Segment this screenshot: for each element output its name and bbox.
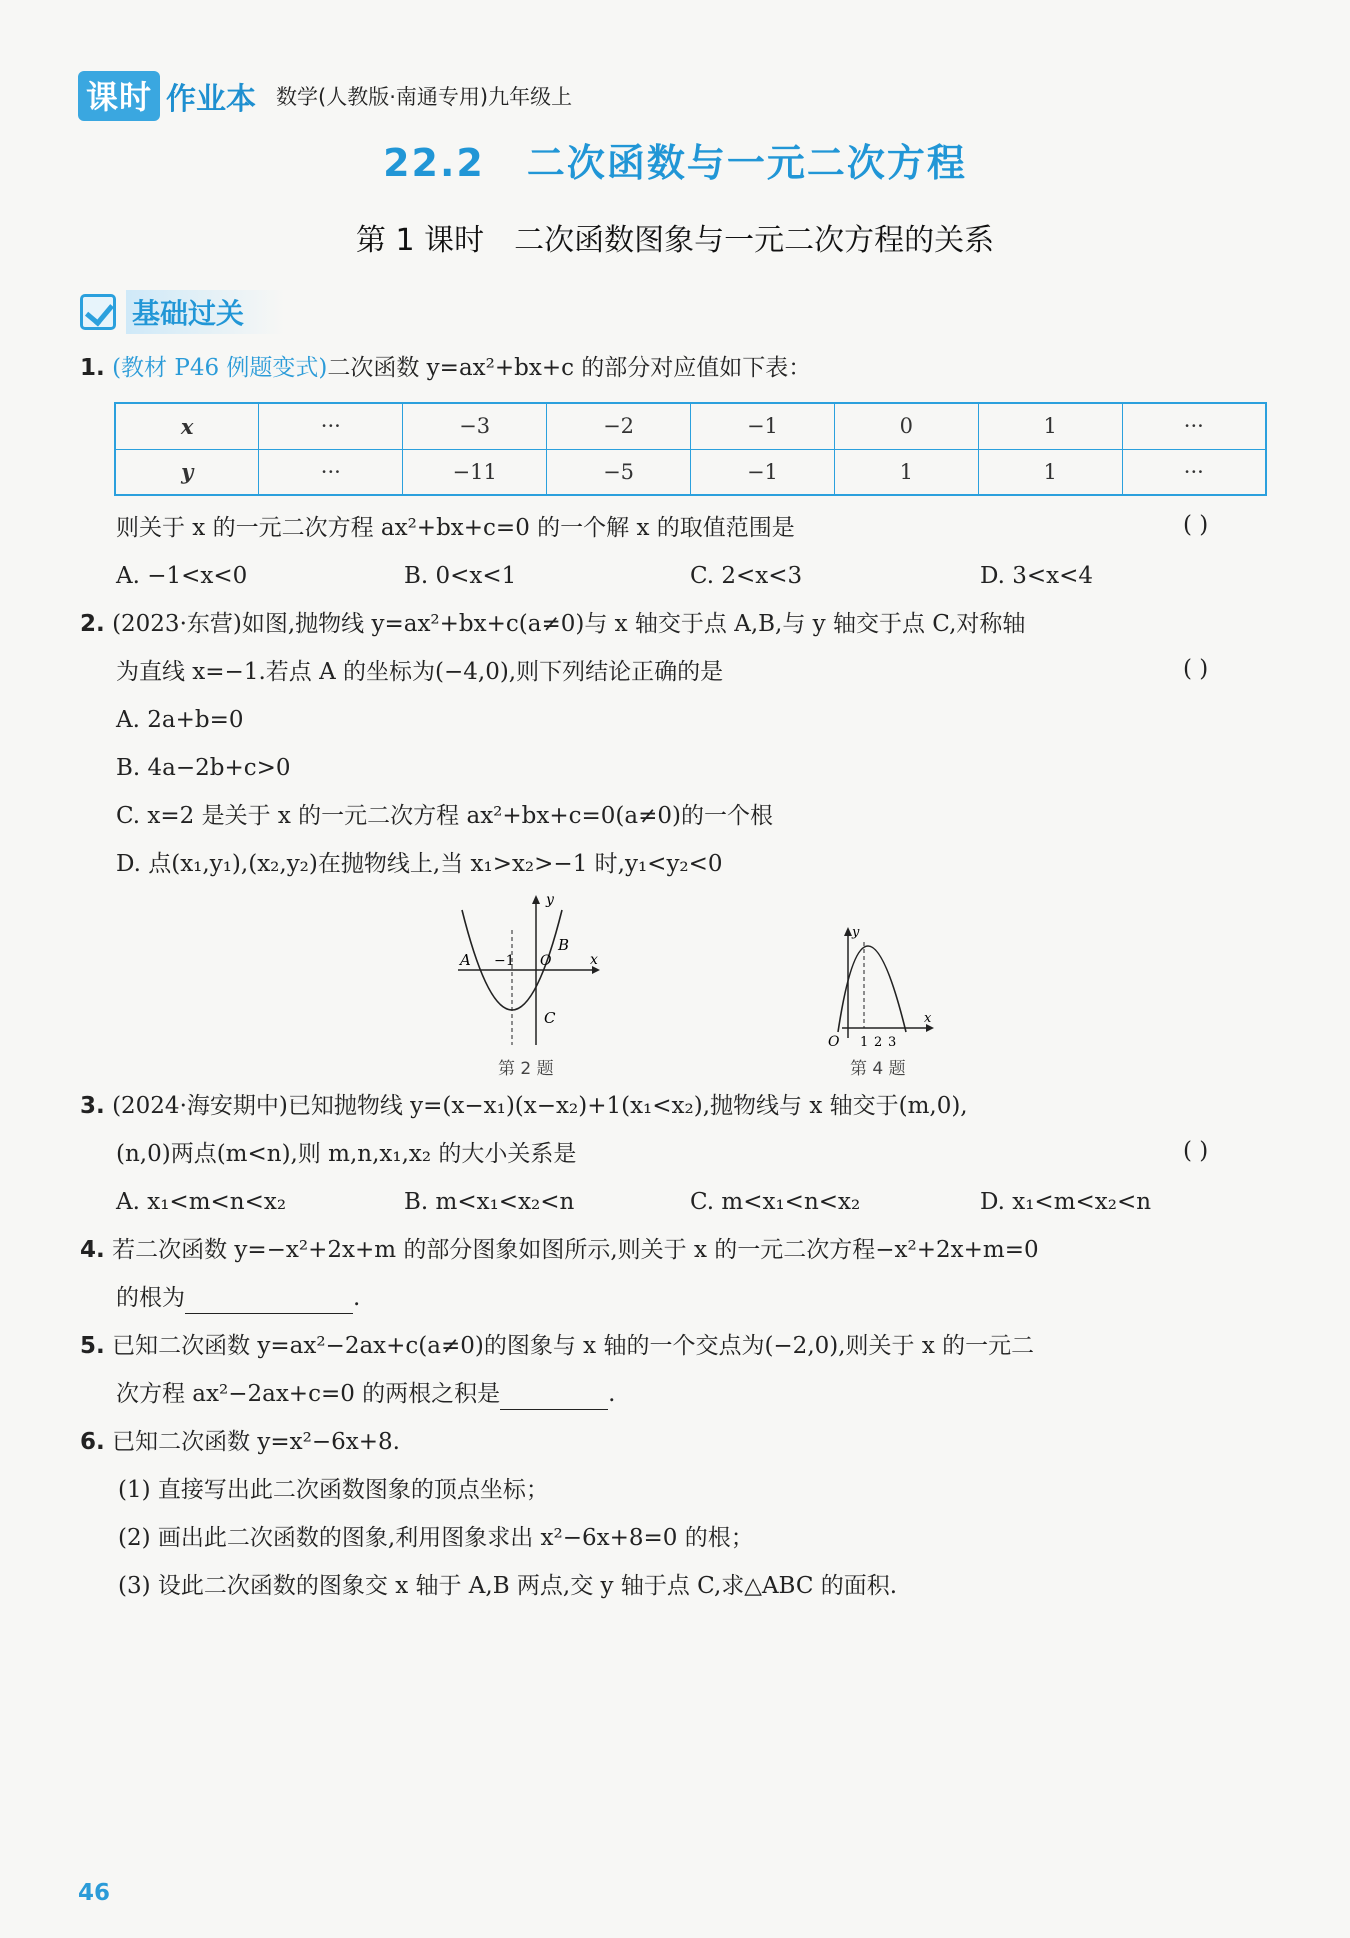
q3-option-b: B. m<x₁<x₂<n	[404, 1189, 575, 1215]
label-a: A	[460, 951, 471, 969]
q3-option-a: A. x₁<m<n<x₂	[116, 1189, 287, 1215]
q4-line2	[116, 1282, 360, 1314]
table-cell: 0	[834, 403, 978, 449]
tick-2: 2	[874, 1035, 883, 1050]
y-axis-arrow	[532, 895, 540, 904]
table-cell: 1	[834, 449, 978, 495]
q2-option-d: D. 点(x₁,y₁),(x₂,y₂)在抛物线上,当 x₁>x₂>−1 时,y₁<y₂<0	[116, 851, 723, 877]
q5-line1	[80, 1330, 1034, 1362]
table-cell: x	[115, 403, 259, 449]
table-row-y	[115, 449, 1266, 495]
book-header	[78, 74, 572, 118]
q4-text2-end: .	[353, 1285, 361, 1311]
logo-box: 课时	[78, 71, 160, 121]
q5-text1: 已知二次函数 y=ax²−2ax+c(a≠0)的图象与 x 轴的一个交点为(−2,0),则关于 x 的一元二	[112, 1333, 1035, 1359]
table-cell: −1	[690, 449, 834, 495]
figure-q4-parabola	[820, 920, 940, 1050]
label-y: y	[852, 925, 860, 940]
q1-option-a: A. −1<x<0	[116, 563, 248, 589]
q2-line1	[80, 608, 1025, 640]
table-cell: ···	[1122, 403, 1266, 449]
label-origin: O	[540, 953, 552, 969]
q1-number: 1.	[80, 355, 105, 381]
q3-number: 3.	[80, 1093, 105, 1119]
table-cell: ···	[259, 403, 403, 449]
lesson-label: 第 1 课时	[355, 223, 485, 258]
figure-q2-parabola	[450, 890, 610, 1050]
q4-text1: 若二次函数 y=−x²+2x+m 的部分图象如图所示,则关于 x 的一元二次方程−x²+2x+m=0	[112, 1237, 1039, 1263]
section-title	[0, 132, 1350, 187]
q5-text2-end: .	[608, 1381, 616, 1407]
basic-label: 基础过关	[126, 290, 284, 334]
q3-option-c: C. m<x₁<n<x₂	[690, 1189, 861, 1215]
book-subtitle: 数学(人教版·南通专用)九年级上	[276, 85, 573, 109]
q3-option-d: D. x₁<m<x₂<n	[980, 1189, 1152, 1215]
value-table	[114, 402, 1267, 496]
table-cell: 1	[978, 403, 1122, 449]
q6-part-2: (2) 画出此二次函数的图象,利用图象求出 x²−6x+8=0 的根；	[118, 1525, 754, 1551]
q4-line1	[80, 1234, 1039, 1266]
q1-source: (教材 P46 例题变式)	[112, 355, 328, 381]
q1-option-d: D. 3<x<4	[980, 563, 1094, 589]
checkbox-icon	[80, 294, 116, 330]
q3-answer-paren: ( )	[1183, 1138, 1209, 1164]
label-c: C	[544, 1009, 556, 1027]
q3-line2: (n,0)两点(m<n),则 m,n,x₁,x₂ 的大小关系是	[116, 1141, 577, 1167]
label-y: y	[546, 892, 554, 908]
label-origin: O	[828, 1034, 840, 1050]
q1-answer-paren: ( )	[1183, 512, 1209, 538]
tick-1: 1	[860, 1035, 869, 1050]
table-cell: −11	[403, 449, 547, 495]
q5-number: 5.	[80, 1333, 105, 1359]
section-name: 二次函数与一元二次方程	[526, 141, 967, 185]
table-cell: −3	[403, 403, 547, 449]
page-number: 46	[78, 1880, 111, 1906]
table-cell: ···	[259, 449, 403, 495]
label-b: B	[558, 936, 570, 954]
lesson-name: 二次函数图象与一元二次方程的关系	[514, 223, 995, 258]
q6-part-3: (3) 设此二次函数的图象交 x 轴于 A,B 两点,交 y 轴于点 C,求△ABC 的面积.	[118, 1573, 898, 1599]
q3-line1	[80, 1090, 968, 1122]
q6-stem	[80, 1426, 400, 1458]
q2-answer-paren: ( )	[1183, 656, 1209, 682]
q5-answer-blank[interactable]	[500, 1386, 608, 1410]
table-cell: y	[115, 449, 259, 495]
lesson-title	[0, 215, 1350, 259]
q1-stem	[80, 352, 811, 384]
q1-option-c: C. 2<x<3	[690, 563, 803, 589]
basic-section-heading	[80, 290, 284, 334]
q6-number: 6.	[80, 1429, 105, 1455]
q2-option-b: B. 4a−2b+c>0	[116, 755, 291, 781]
table-cell: ···	[1122, 449, 1266, 495]
q2-number: 2.	[80, 611, 105, 637]
section-number: 22.2	[383, 141, 485, 185]
q2-option-a: A. 2a+b=0	[116, 707, 244, 733]
q4-answer-blank[interactable]	[185, 1290, 353, 1314]
table-cell: −1	[690, 403, 834, 449]
tick-3: 3	[888, 1035, 897, 1050]
table-cell: 1	[978, 449, 1122, 495]
q6-text: 已知二次函数 y=x²−6x+8.	[112, 1429, 400, 1455]
table-cell: −2	[547, 403, 691, 449]
logo-text: 作业本	[166, 82, 257, 117]
q1-option-b: B. 0<x<1	[404, 563, 517, 589]
table-row-x	[115, 403, 1266, 449]
q3-text1: (2024·海安期中)已知抛物线 y=(x−x₁)(x−x₂)+1(x₁<x₂),抛物线与 x 轴交于(m,0),	[112, 1093, 968, 1119]
q4-number: 4.	[80, 1237, 105, 1263]
table-cell: −5	[547, 449, 691, 495]
q2-option-c: C. x=2 是关于 x 的一元二次方程 ax²+bx+c=0(a≠0)的一个根	[116, 803, 773, 829]
q1-ask: 则关于 x 的一元二次方程 ax²+bx+c=0 的一个解 x 的取值范围是	[116, 515, 795, 541]
q6-part-1: (1) 直接写出此二次函数图象的顶点坐标；	[118, 1477, 549, 1503]
y-axis-arrow	[844, 927, 852, 936]
figure-q4-caption: 第 4 题	[850, 1059, 906, 1079]
q2-line2: 为直线 x=−1.若点 A 的坐标为(−4,0),则下列结论正确的是	[116, 659, 724, 685]
q5-line2	[116, 1378, 615, 1410]
label-x: x	[924, 1011, 932, 1026]
label-minus-one: −1	[494, 953, 515, 969]
q2-text1: (2023·东营)如图,抛物线 y=ax²+bx+c(a≠0)与 x 轴交于点 A,B,与 y 轴交于点 C,对称轴	[112, 611, 1026, 637]
label-x: x	[590, 952, 598, 968]
q1-text: 二次函数 y=ax²+bx+c 的部分对应值如下表：	[327, 355, 812, 381]
q4-text2: 的根为	[116, 1285, 185, 1311]
q5-text2: 次方程 ax²−2ax+c=0 的两根之积是	[116, 1381, 501, 1407]
figure-q2-caption: 第 2 题	[498, 1059, 554, 1079]
